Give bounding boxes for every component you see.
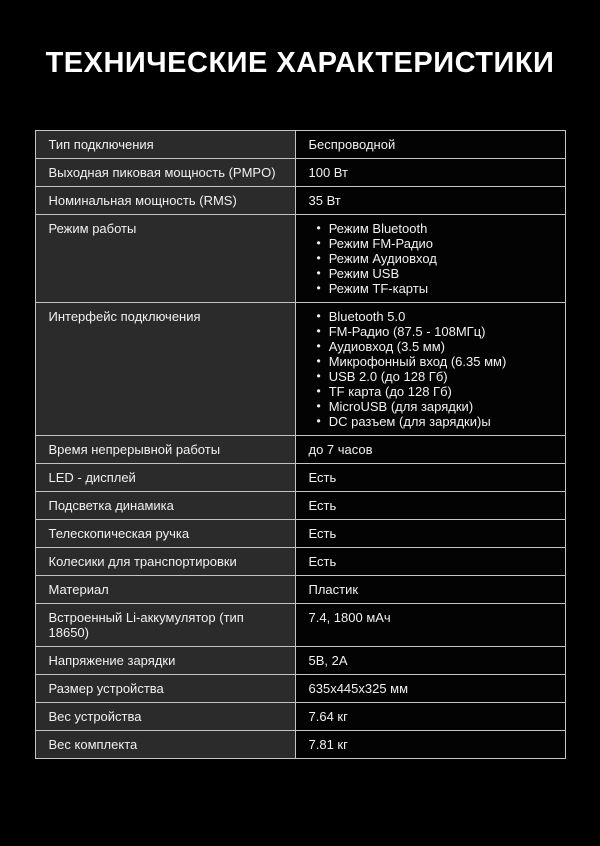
- spec-label: Подсветка динамика: [35, 492, 295, 520]
- spec-list-item-text: Режим FM-Радио: [328, 236, 434, 251]
- spec-table: [35, 130, 566, 759]
- spec-list-item-text: USB 2.0 (до 128 Гб): [328, 369, 448, 384]
- spec-label: Тип подключения: [35, 131, 295, 159]
- spec-row: [35, 731, 565, 759]
- spec-row: [35, 131, 565, 159]
- spec-row: [35, 187, 565, 215]
- spec-value: 35 Вт: [295, 187, 565, 215]
- spec-list-item: [317, 309, 552, 324]
- spec-row: [35, 492, 565, 520]
- spec-row: [35, 548, 565, 576]
- spec-list-item: [317, 251, 552, 266]
- spec-label: Время непрерывной работы: [35, 436, 295, 464]
- spec-label: Интерфейс подключения: [35, 303, 295, 436]
- spec-row: [35, 159, 565, 187]
- spec-row: [35, 576, 565, 604]
- spec-list-item: [317, 339, 552, 354]
- spec-list-item-text: MicroUSB (для зарядки): [328, 399, 474, 414]
- spec-label: Размер устройства: [35, 675, 295, 703]
- spec-value: 7.64 кг: [295, 703, 565, 731]
- spec-list-item: [317, 354, 552, 369]
- bullet-icon: •: [316, 354, 321, 368]
- spec-list-item-text: Bluetooth 5.0: [328, 309, 406, 324]
- spec-row: [35, 604, 565, 647]
- spec-value: 7.4, 1800 мАч: [295, 604, 565, 647]
- spec-row: [35, 703, 565, 731]
- spec-value: [295, 303, 565, 436]
- spec-label: LED - дисплей: [35, 464, 295, 492]
- spec-list-item-text: Микрофонный вход (6.35 мм): [328, 354, 507, 369]
- spec-value: 635х445х325 мм: [295, 675, 565, 703]
- bullet-icon: •: [316, 309, 321, 323]
- spec-value: 5В, 2А: [295, 647, 565, 675]
- spec-label: Режим работы: [35, 215, 295, 303]
- spec-table-body: [35, 131, 565, 759]
- spec-row: [35, 675, 565, 703]
- spec-label: Номинальная мощность (RMS): [35, 187, 295, 215]
- bullet-icon: •: [316, 266, 321, 280]
- spec-list: [309, 309, 552, 429]
- spec-list-item: [317, 221, 552, 236]
- spec-label: Напряжение зарядки: [35, 647, 295, 675]
- spec-value: Беспроводной: [295, 131, 565, 159]
- spec-list-item: [317, 399, 552, 414]
- spec-list-item-text: Режим Аудиовход: [328, 251, 437, 266]
- bullet-icon: •: [316, 384, 321, 398]
- spec-row: [35, 215, 565, 303]
- bullet-icon: •: [316, 414, 321, 428]
- spec-label: Выходная пиковая мощность (PMPO): [35, 159, 295, 187]
- spec-value: 7.81 кг: [295, 731, 565, 759]
- bullet-icon: •: [316, 324, 321, 338]
- spec-list-item-text: TF карта (до 128 Гб): [328, 384, 452, 399]
- spec-label: Телескопическая ручка: [35, 520, 295, 548]
- spec-label: Вес комплекта: [35, 731, 295, 759]
- spec-list-item-text: FM-Радио (87.5 - 108МГц): [328, 324, 486, 339]
- spec-row: [35, 520, 565, 548]
- bullet-icon: •: [316, 339, 321, 353]
- bullet-icon: •: [316, 236, 321, 250]
- spec-row: [35, 303, 565, 436]
- spec-value: Есть: [295, 464, 565, 492]
- spec-value: [295, 215, 565, 303]
- bullet-icon: •: [316, 221, 321, 235]
- spec-row: [35, 464, 565, 492]
- spec-list-item: [317, 236, 552, 251]
- spec-list-item-text: DC разъем (для зарядки)ы: [328, 414, 491, 429]
- bullet-icon: •: [316, 281, 321, 295]
- spec-list-item: [317, 324, 552, 339]
- bullet-icon: •: [316, 399, 321, 413]
- spec-list-item: [317, 414, 552, 429]
- page-title: ТЕХНИЧЕСКИЕ ХАРАКТЕРИСТИКИ: [45, 47, 555, 79]
- spec-list-item-text: Режим Bluetooth: [328, 221, 428, 236]
- spec-value: 100 Вт: [295, 159, 565, 187]
- spec-list-item: [317, 384, 552, 399]
- spec-value: Есть: [295, 520, 565, 548]
- spec-row: [35, 436, 565, 464]
- spec-list-item: [317, 369, 552, 384]
- spec-list-item: [317, 266, 552, 281]
- bullet-icon: •: [316, 251, 321, 265]
- spec-value: до 7 часов: [295, 436, 565, 464]
- spec-list-item-text: Аудиовход (3.5 мм): [328, 339, 445, 354]
- spec-sheet: [0, 46, 600, 846]
- spec-list-item-text: Режим TF-карты: [328, 281, 429, 296]
- spec-label: Материал: [35, 576, 295, 604]
- spec-list-item-text: Режим USB: [328, 266, 400, 281]
- spec-label: Колесики для транспортировки: [35, 548, 295, 576]
- spec-row: [35, 647, 565, 675]
- spec-list-item: [317, 281, 552, 296]
- spec-value: Пластик: [295, 576, 565, 604]
- spec-label: Вес устройства: [35, 703, 295, 731]
- spec-label: Встроенный Li-аккумулятор (тип 18650): [35, 604, 295, 647]
- spec-value: Есть: [295, 548, 565, 576]
- spec-list: [309, 221, 552, 296]
- spec-value: Есть: [295, 492, 565, 520]
- bullet-icon: •: [316, 369, 321, 383]
